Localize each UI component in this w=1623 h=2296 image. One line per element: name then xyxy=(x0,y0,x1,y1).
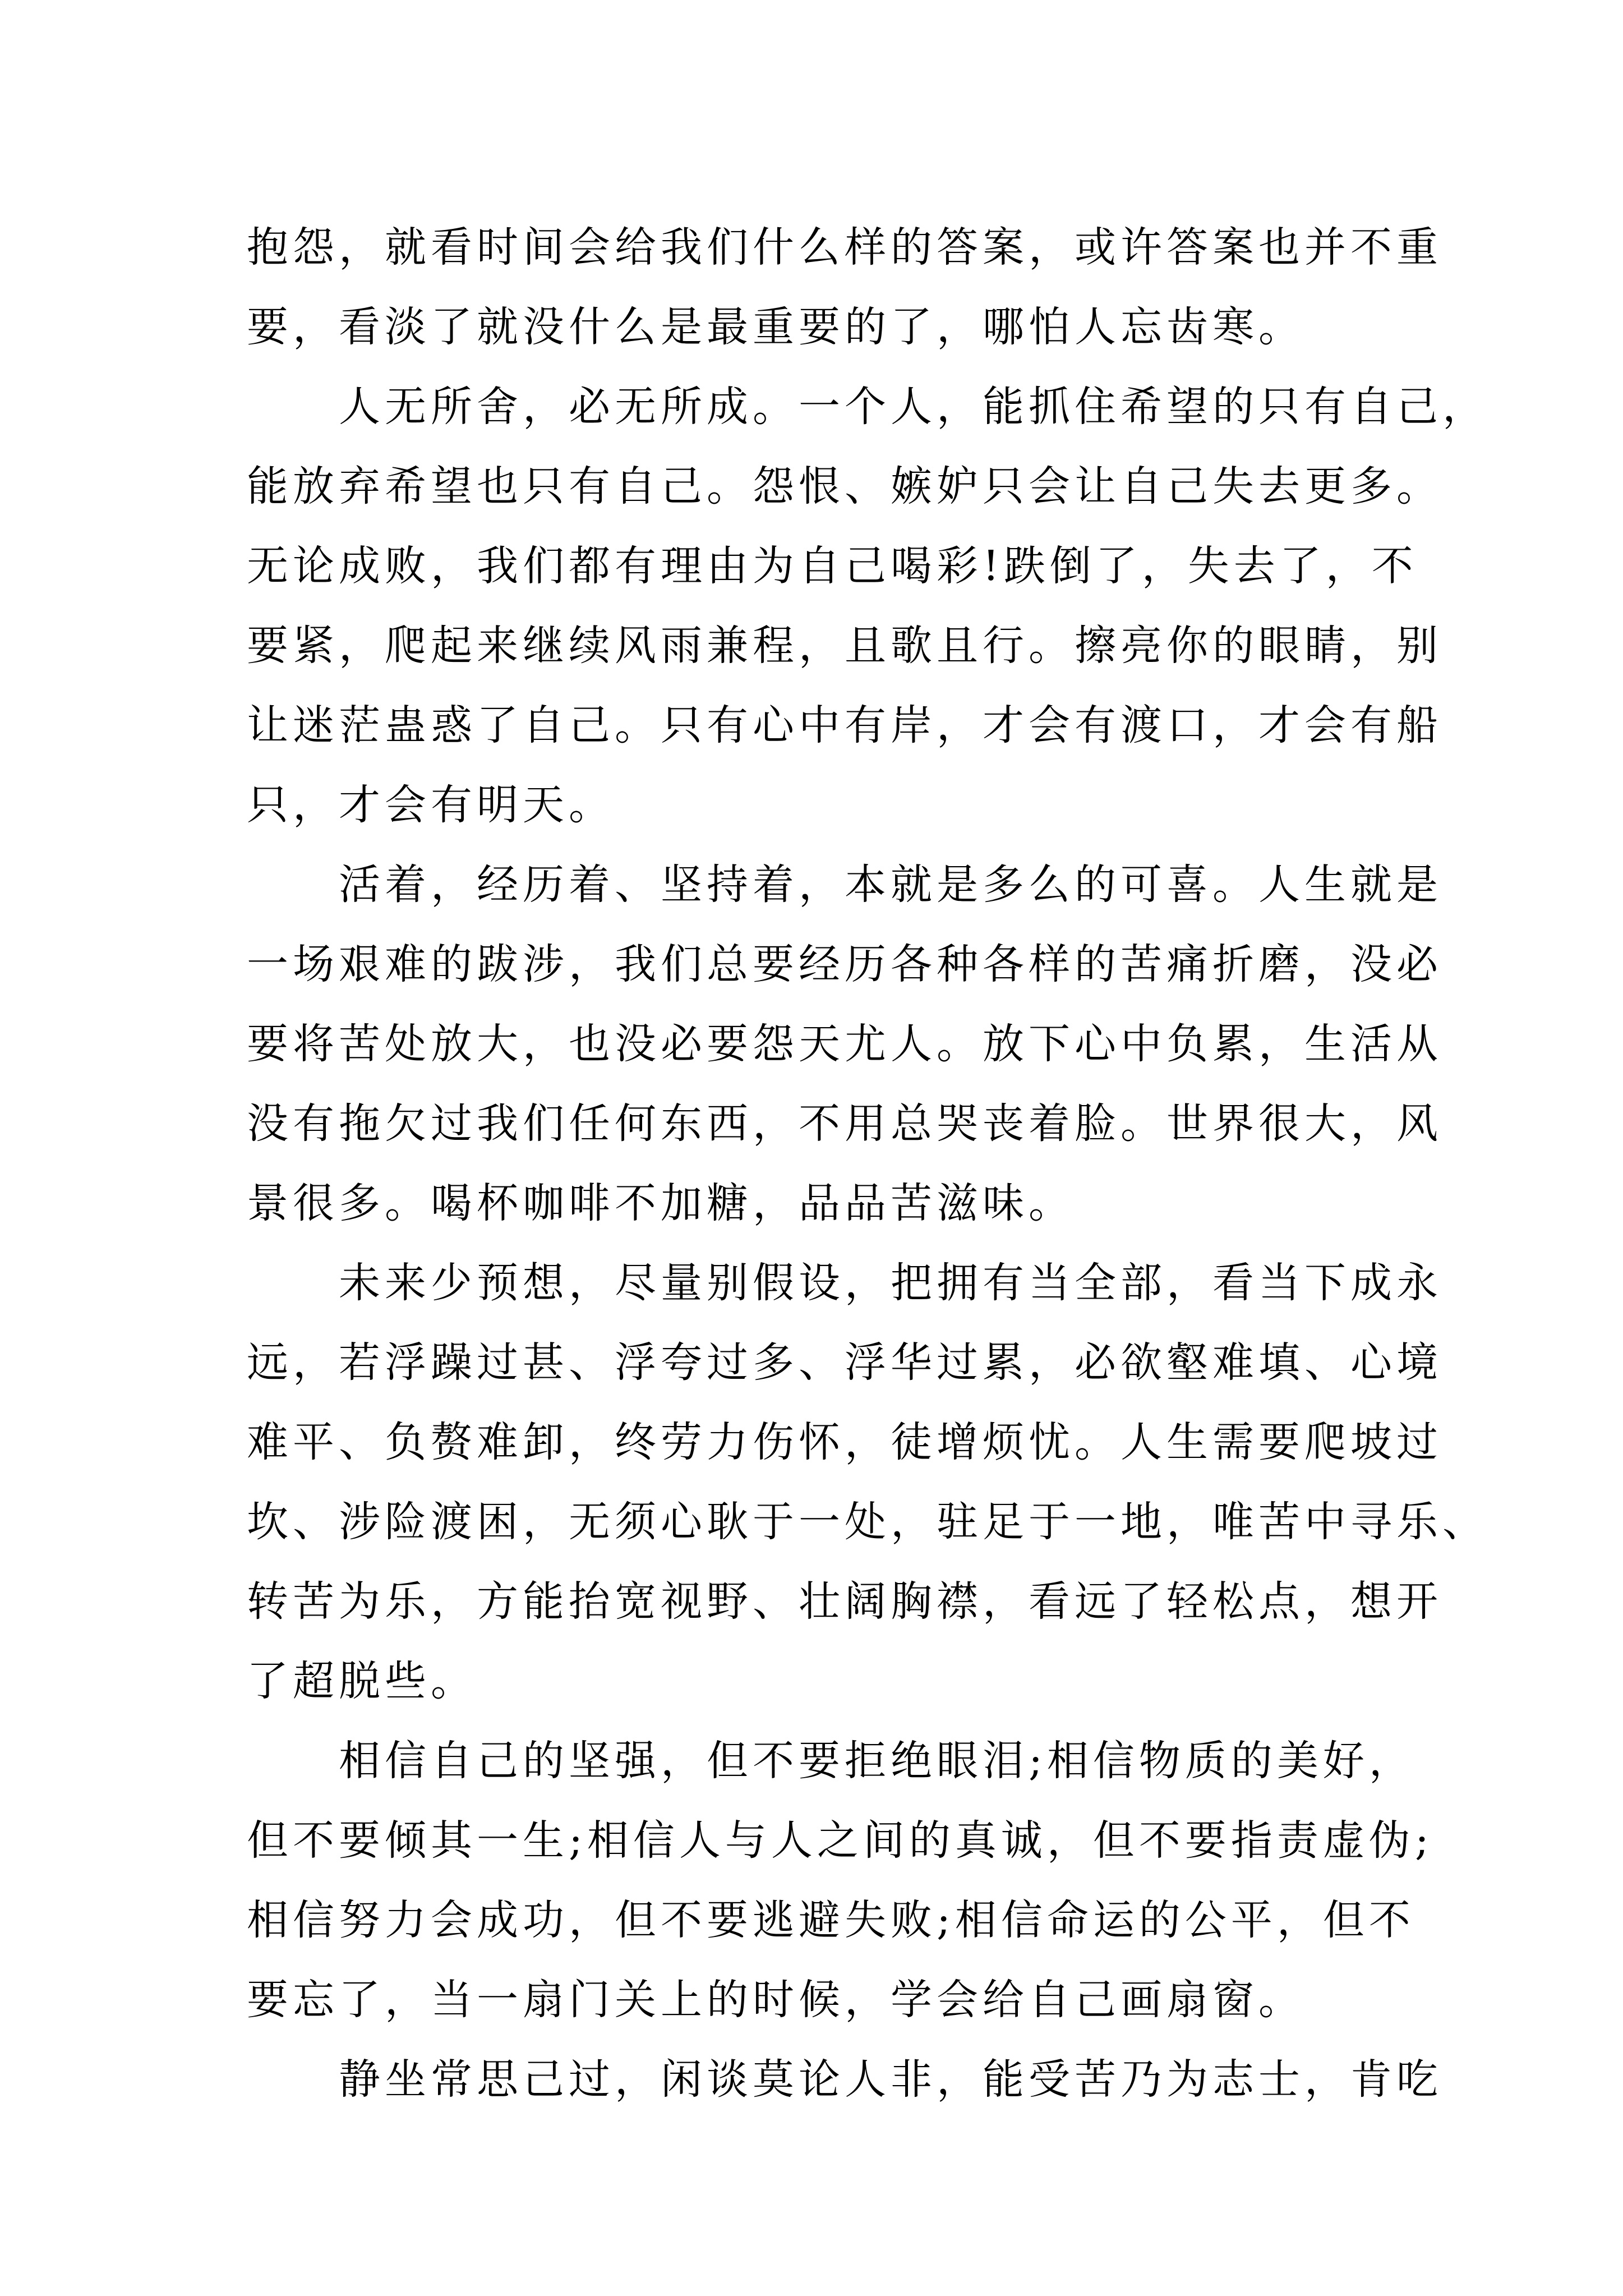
text-line: 人无所舍，必无所成。一个人，能抓住希望的只有自己， xyxy=(339,383,1488,431)
text-line: 了超脱些。 xyxy=(247,1657,477,1705)
text-line: 未来少预想，尽量别假设，把拥有当全部，看当下成永 xyxy=(339,1259,1442,1307)
text-line: 抱怨，就看时间会给我们什么样的答案，或许答案也并不重 xyxy=(247,223,1442,272)
paragraph-6 xyxy=(247,2040,1442,2119)
text-line: 相信努力会成功，但不要逃避失败;相信命运的公平，但不 xyxy=(247,1896,1415,1944)
paragraph-5 xyxy=(247,1721,1433,2040)
text-line: 坎、涉险渡困，无须心耿于一处，驻足于一地，唯苦中寻乐、 xyxy=(247,1498,1488,1546)
paragraph-1 xyxy=(247,208,1442,367)
text-line: 要将苦处放大，也没必要怨天尤人。放下心中负累，生活从 xyxy=(247,1020,1442,1068)
text-line: 没有拖欠过我们任何东西，不用总哭丧着脸。世界很大，风 xyxy=(247,1099,1442,1148)
text-line: 只，才会有明天。 xyxy=(247,781,615,829)
text-line: 要，看淡了就没什么是最重要的了，哪怕人忘齿寒。 xyxy=(247,303,1304,351)
text-line: 能放弃希望也只有自己。怨恨、嫉妒只会让自己失去更多。 xyxy=(247,462,1442,510)
text-line: 让迷茫蛊惑了自己。只有心中有岸，才会有渡口，才会有船 xyxy=(247,701,1442,749)
text-line: 无论成败，我们都有理由为自己喝彩!跌倒了，失去了，不 xyxy=(247,542,1418,590)
text-line: 但不要倾其一生;相信人与人之间的真诚，但不要指责虚伪; xyxy=(247,1816,1433,1865)
text-line: 相信自己的坚强，但不要拒绝眼泪;相信物质的美好， xyxy=(339,1737,1415,1785)
document-body xyxy=(247,208,1488,2119)
text-line: 远，若浮躁过甚、浮夸过多、浮华过累，必欲壑难填、心境 xyxy=(247,1338,1442,1387)
text-line: 转苦为乐，方能抬宽视野、壮阔胸襟，看远了轻松点，想开 xyxy=(247,1577,1442,1626)
text-line: 景很多。喝杯咖啡不加糖，品品苦滋味。 xyxy=(247,1179,1075,1227)
text-line: 一场艰难的跋涉，我们总要经历各种各样的苦痛折磨，没必 xyxy=(247,940,1442,988)
text-line: 难平、负赘难卸，终劳力伤怀，徒增烦忧。人生需要爬坡过 xyxy=(247,1418,1442,1466)
paragraph-3 xyxy=(247,845,1442,1243)
text-line: 要紧，爬起来继续风雨兼程，且歌且行。擦亮你的眼睛，别 xyxy=(247,622,1442,670)
paragraph-2 xyxy=(247,367,1488,845)
paragraph-4 xyxy=(247,1243,1488,1721)
text-line: 要忘了，当一扇门关上的时候，学会给自己画扇窗。 xyxy=(247,1976,1304,2024)
text-line: 活着，经历着、坚持着，本就是多么的可喜。人生就是 xyxy=(339,861,1442,909)
text-line: 静坐常思己过，闲谈莫论人非，能受苦乃为志士，肯吃 xyxy=(339,2055,1442,2104)
